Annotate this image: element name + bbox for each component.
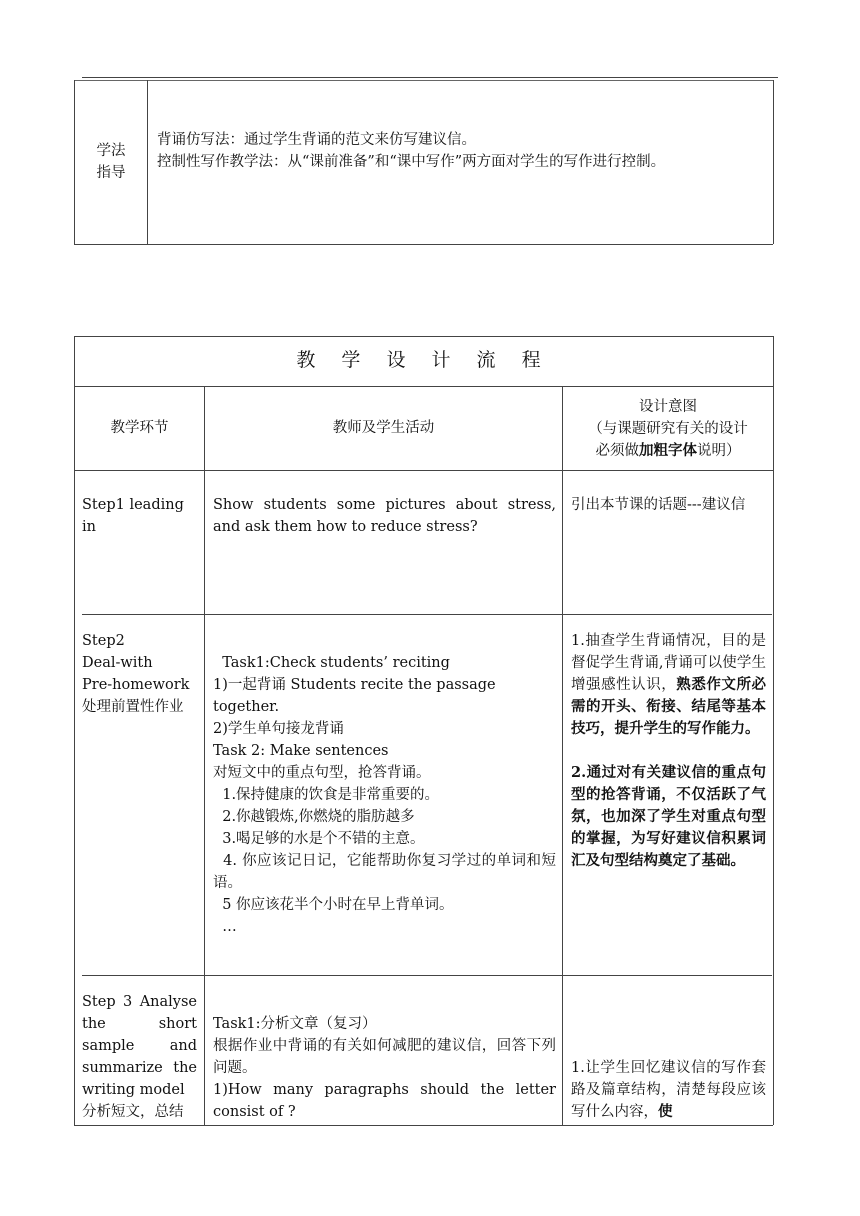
main-table-col-divider-1 — [204, 386, 205, 1125]
activity-line: 3.喝足够的水是个不错的主意。 — [213, 831, 425, 847]
intent-bold-text: 使 — [658, 1103, 673, 1120]
header-design-intent-line — [565, 440, 771, 462]
activity-line: 1.保持健康的饮食是非常重要的。 — [213, 787, 440, 803]
main-table-row2-divider — [82, 975, 772, 976]
main-table-header-divider — [74, 470, 773, 471]
row2-step: Step2 Deal-with Pre-homework 处理前置性作业 — [82, 633, 190, 715]
activity-line: 2)学生单句接龙背诵 — [213, 721, 344, 737]
activity-line: Task1:分析文章（复习） — [213, 1016, 377, 1032]
main-table-border-top — [74, 336, 773, 337]
top-table-border-right — [773, 80, 774, 244]
activity-line: 2.你越锻炼,你燃烧的脂肪越多 — [213, 809, 415, 825]
header-teacher-student-activity: 教师及学生活动 — [332, 420, 435, 436]
row3-activity — [213, 1013, 556, 1123]
row2-activity — [213, 652, 556, 938]
row1-step: Step1 leading in — [82, 497, 184, 535]
top-table-divider — [147, 80, 148, 244]
activity-line: 4. 你应该记日记，它能帮助你复习学过的单词和短语。 — [213, 853, 557, 891]
top-table-border-top — [82, 77, 778, 78]
activity-line: … — [213, 919, 237, 935]
header-teaching-step: 教学环节 — [110, 420, 169, 436]
main-table-title: 教 学 设 计 流 程 — [296, 349, 551, 371]
activity-line: Task1:Check students’ reciting — [213, 655, 450, 671]
activity-line: 根据作业中背诵的有关如何减肥的建议信，回答下列问题。 — [213, 1038, 556, 1076]
top-table-border-bottom — [74, 244, 773, 245]
activity-line: 1)一起背诵 Students recite the passage together. — [213, 677, 501, 715]
activity-line: 对短文中的重点句型，抢答背诵。 — [213, 765, 431, 781]
activity-line: 5 你应该花半个小时在早上背单词。 — [213, 897, 454, 913]
main-table-title-divider — [74, 386, 773, 387]
main-table-border-left — [74, 336, 75, 1125]
study-method-line: 背诵仿写法：通过学生背诵的范文来仿写建议信。 — [157, 132, 476, 148]
intent-bold-text: 熟悉作文所必需的开头、衔接、结尾等基本技巧，提升学生的写作能力。 — [571, 676, 767, 737]
header-design-intent-line: 设计意图 — [639, 399, 697, 415]
intent-plain-text: 1.让学生回忆建议信的写作套路及篇章结构，清楚每段应该写什么内容， — [571, 1060, 766, 1120]
top-table-border-top-inner — [74, 80, 773, 81]
row3-intent — [571, 1057, 766, 1123]
header-design-intent-post: 说明） — [697, 443, 741, 459]
activity-line: 1)How many paragraphs should the letter consist of ? — [213, 1082, 556, 1120]
intent-plain-text: 1.抽查学生背诵情况，目的是督促学生背诵,背诵可以使学生增强感性认识， — [571, 633, 766, 693]
study-method-content — [157, 129, 766, 173]
header-design-intent-bold: 加粗字体 — [639, 442, 697, 459]
study-method-line: 控制性写作教学法：从“课前准备”和“课中写作”两方面对学生的写作进行控制。 — [157, 154, 666, 170]
main-table-row1-divider — [82, 614, 772, 615]
header-design-intent — [565, 396, 771, 462]
header-design-intent-line: （与课题研究有关的设计 — [588, 421, 748, 437]
study-method-label: 学法 指导 — [96, 143, 126, 181]
row1-intent: 引出本节课的话题---建议信 — [571, 497, 746, 513]
header-design-intent-pre: 必须做 — [595, 443, 639, 459]
activity-line: Task 2: Make sentences — [213, 743, 389, 759]
main-table-col-divider-2 — [562, 386, 563, 1125]
row2-intent-para2: 2.通过对有关建议信的重点句型的抢答背诵，不仅活跃了气氛，也加深了学生对重点句型的掌握，为写好建议信积累词汇及句型结构奠定了基础。 — [571, 764, 766, 869]
row1-activity: Show students some pictures about stress, and ask them how to reduce stress? — [213, 497, 556, 535]
row2-intent-para1 — [571, 630, 766, 740]
row3-step: Step 3 Analyse the short sample and summarize the writing model 分析短文，总结 — [82, 994, 197, 1120]
main-table-border-right — [773, 336, 774, 1125]
top-table-border-left — [74, 80, 75, 244]
row2-intent — [571, 630, 766, 872]
main-table-border-bottom — [74, 1125, 773, 1126]
